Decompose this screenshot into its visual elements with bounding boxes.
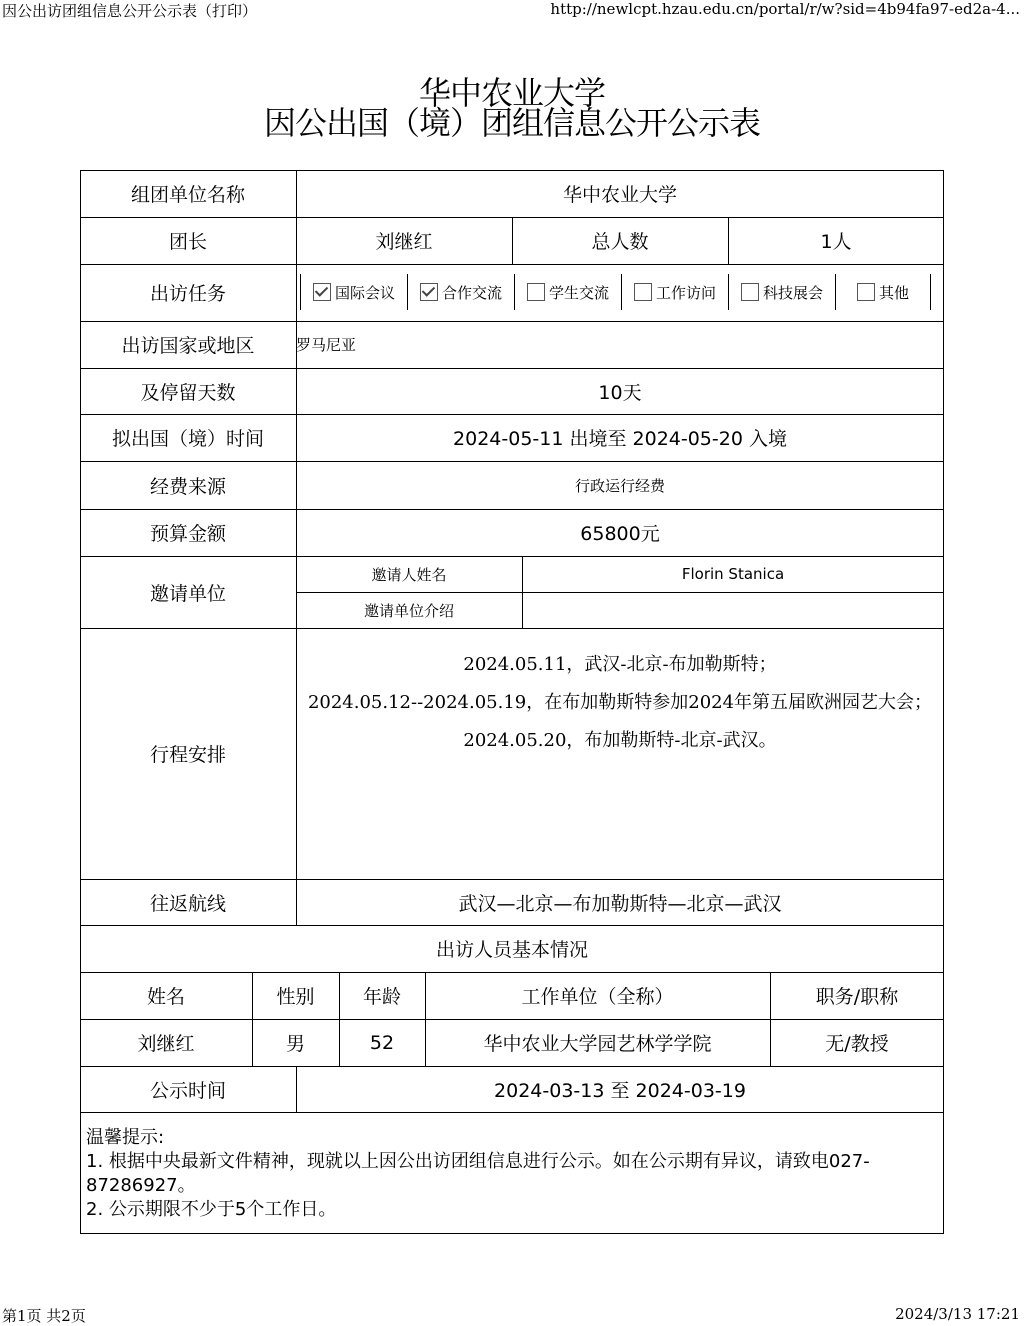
days-value: 10天 <box>598 381 642 404</box>
members-header-gender: 性别 <box>276 986 315 1008</box>
page-counter: 第1页 共2页 <box>2 1307 86 1325</box>
notes-item: 2. 公示期限不少于5个工作日。 <box>86 1199 337 1220</box>
route-label: 往返航线 <box>149 892 226 915</box>
org-value: 华中农业大学 <box>562 184 677 206</box>
form-title: 因公出国（境）团组信息公开公示表 <box>263 104 760 142</box>
days-label: 及停留天数 <box>140 381 236 404</box>
members-header-name: 姓名 <box>146 986 185 1008</box>
fund-value: 行政运行经费 <box>574 476 665 495</box>
members-header-age: 年龄 <box>362 986 401 1008</box>
checkbox-checked-icon[interactable] <box>313 283 331 301</box>
itinerary-item: 2024.05.20，布加勒斯特-北京-武汉。 <box>463 730 777 751</box>
print-timestamp: 2024/3/13 17:21 <box>895 1305 1020 1323</box>
member-name: 刘继红 <box>137 1033 195 1055</box>
itinerary-item: 2024.05.11，武汉-北京-布加勒斯特； <box>463 654 777 675</box>
notes-item: 1. 根据中央最新文件精神，现就以上因公出访团组信息进行公示。如在公示期有异议，请致电027-87286927。 <box>86 1151 870 1196</box>
members-header-title: 职务/职称 <box>815 986 899 1008</box>
members-heading: 出访人员基本情况 <box>435 939 588 961</box>
task-option[interactable]: 国际会议 <box>300 274 407 310</box>
notes-section <box>86 1126 942 1222</box>
itinerary-label: 行程安排 <box>149 744 226 766</box>
publicity-value: 2024-03-13 至 2024-03-19 <box>494 1079 746 1102</box>
publicity-label: 公示时间 <box>149 1079 226 1102</box>
itinerary-item: 2024.05.12--2024.05.19，在布加勒斯特参加2024年第五届欧洲园艺大会； <box>307 692 933 713</box>
country-label: 出访国家或地区 <box>121 335 255 357</box>
checkbox-icon[interactable] <box>857 283 875 301</box>
member-title: 无/教授 <box>825 1033 889 1055</box>
member-unit: 华中农业大学园艺林学学院 <box>483 1033 712 1055</box>
total-value: 1人 <box>820 231 852 253</box>
task-option[interactable]: 其他 <box>835 274 931 310</box>
total-label: 总人数 <box>591 231 649 253</box>
notes-title: 温馨提示: <box>86 1127 165 1148</box>
task-label: 出访任务 <box>149 283 226 305</box>
time-label: 拟出国（境）时间 <box>111 428 264 450</box>
checkbox-icon[interactable] <box>527 283 545 301</box>
checkbox-icon[interactable] <box>741 283 759 301</box>
task-option[interactable]: 学生交流 <box>514 274 621 310</box>
route-value: 武汉—北京—布加勒斯特—北京—武汉 <box>458 892 782 915</box>
time-value: 2024-05-11 出境至 2024-05-20 入境 <box>453 428 787 450</box>
print-header-url: http://newlcpt.hzau.edu.cn/portal/r/w?sid=4b94fa97-ed2a-4... <box>550 0 1020 18</box>
member-age: 52 <box>369 1031 395 1054</box>
checkbox-icon[interactable] <box>634 283 652 301</box>
task-checkbox-group <box>300 272 940 312</box>
budget-value: 65800元 <box>580 523 660 545</box>
members-header-unit: 工作单位（全称） <box>521 986 674 1008</box>
print-header-title: 因公出访团组信息公开公示表（打印） <box>2 2 258 20</box>
budget-label: 预算金额 <box>149 523 226 545</box>
member-gender: 男 <box>285 1033 305 1055</box>
leader-label: 团长 <box>168 231 207 253</box>
country-value: 罗马尼亚 <box>296 336 357 354</box>
task-option[interactable]: 合作交流 <box>407 274 514 310</box>
inviter-name-label: 邀请人姓名 <box>371 565 447 584</box>
university-title: 华中农业大学 <box>418 74 605 112</box>
fund-label: 经费来源 <box>149 475 226 498</box>
leader-value: 刘继红 <box>375 231 433 253</box>
task-option[interactable]: 工作访问 <box>621 274 728 310</box>
org-label: 组团单位名称 <box>130 184 245 206</box>
itinerary-list <box>300 650 940 764</box>
inviter-label: 邀请单位 <box>149 582 226 605</box>
task-option[interactable]: 科技展会 <box>728 274 835 310</box>
inviter-intro-label: 邀请单位介绍 <box>363 601 454 620</box>
checkbox-checked-icon[interactable] <box>420 283 438 301</box>
inviter-intro-value <box>522 592 944 628</box>
inviter-name-value: Florin Stanica <box>681 565 785 583</box>
